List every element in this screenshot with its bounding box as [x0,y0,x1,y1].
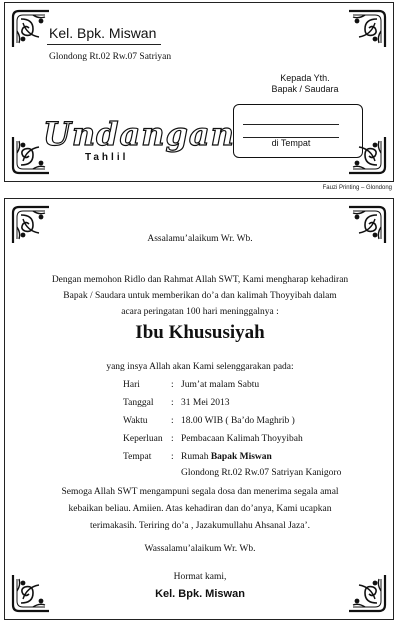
closing-line: terimakasih. Teriring do’a , Jazakumullahu Ahsanal Jaza’. [90,521,310,531]
detail-label: Waktu [123,416,148,426]
letter-card [4,198,394,620]
sender-divider [47,44,161,45]
recipient-heading-line2: Bapak / Saudara [271,84,339,94]
corner-ornament-icon [347,9,387,49]
detail-label: Tempat [123,452,152,462]
envelope-subtitle: Tahlil [85,152,129,163]
detail-label: Tanggal [123,398,154,408]
detail-value: Jum’at malam Sabtu [181,380,260,390]
detail-value: 31 Mei 2013 [181,398,230,408]
honoree-name: Ibu Khususiyah [135,322,265,343]
address-line [243,124,339,125]
venue-address: Glondong Rt.02 Rw.07 Satriyan Kanigoro [181,468,342,478]
intro-line: acara peringatan 100 hari meninggalnya : [121,307,279,317]
sender-name: Kel. Bpk. Miswan [49,25,157,41]
regards: Hormat kami, [173,572,227,582]
closing-paragraph [5,486,395,533]
detail-value: Pembacaan Kalimah Thoyyibah [181,434,303,444]
schedule-lead: yang insya Allah akan Kami selenggarakan pada: [106,362,294,372]
detail-label: Hari [123,380,140,390]
detail-label: Keperluan [123,434,163,444]
recipient-heading-line1: Kepada Yth. [280,73,330,83]
detail-value [181,451,272,464]
detail-colon: : [171,416,174,426]
sender-address: Glondong Rt.02 Rw.07 Satriyan [49,52,172,62]
recipient-heading [260,73,350,95]
detail-colon: : [171,434,174,444]
address-box [233,104,363,158]
detail-colon: : [171,380,174,390]
printer-credit: Fauzi Printing – Glondong [322,185,392,191]
venue-host: Bapak Miswan [210,452,272,462]
venue-prefix: Rumah [181,452,211,462]
di-tempat-label: di Tempat [271,138,311,148]
detail-value: 18.00 WIB ( Ba’do Maghrib ) [181,416,295,426]
intro-line: Bapak / Saudara untuk memberikan do’a dan kalimah Thoyyibah dalam [63,291,337,301]
closing-line: Semoga Allah SWT mengampuni segala dosa dan menerima segala amal [61,487,339,497]
detail-colon: : [171,398,174,408]
closing-line: kebaikan beliau. Amiien. Atas kehadiran dan do’anya, Kami ucapkan [68,504,332,514]
greeting: Assalamu’alaikum Wr. Wb. [147,234,253,244]
intro-line: Dengan memohon Ridlo dan Rahmat Allah SWT, Kami mengharap kehadiran [51,275,349,285]
signature: Kel. Bpk. Miswan [155,588,245,600]
envelope-card [4,2,394,182]
detail-colon: : [171,452,174,462]
intro-paragraph [5,274,395,319]
farewell-greeting: Wassalamu’alaikum Wr. Wb. [144,544,256,554]
corner-ornament-icon [11,9,51,49]
envelope-title: Undangan [43,115,235,153]
